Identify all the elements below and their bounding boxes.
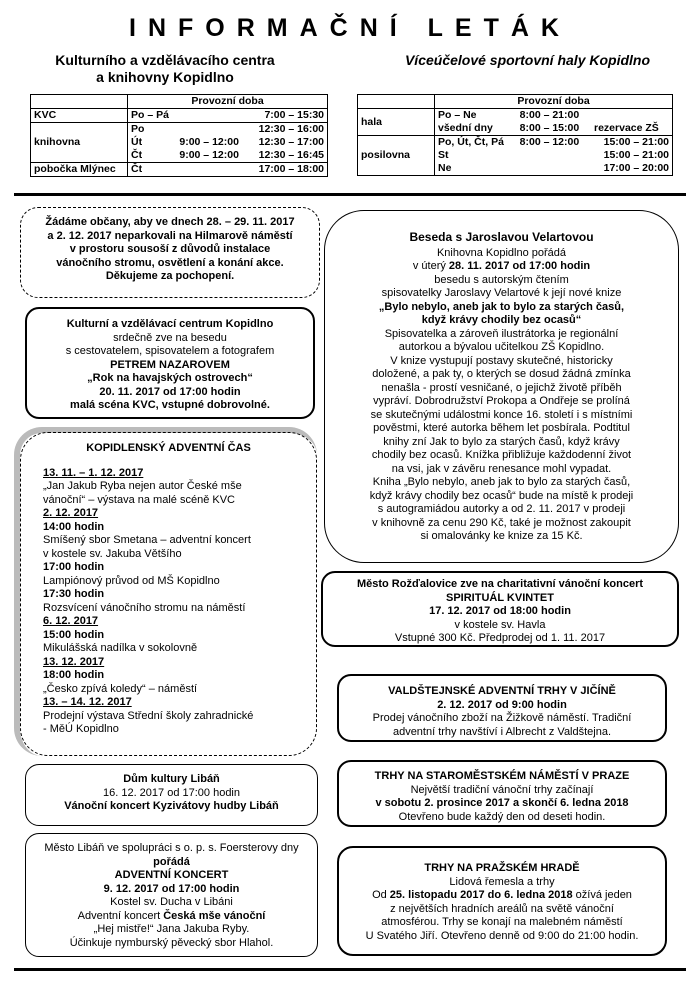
beseda-body-line: doložené, a pak ty, o kterých se dosud žádná zmínka [372,368,631,380]
event-line: atmosférou. Trhy se konají na malebném náměstí [381,916,623,928]
event-line: „Hej mistře!“ Jana Jakuba Ryby. [93,923,250,935]
event-line: U Svatého Jiří. Otevřeno denně od 9:00 do 21:00 hodin. [365,929,639,942]
event-line: ADVENTNÍ KONCERT [114,869,229,881]
event-line: SPIRITUÁL KVINTET [446,591,554,604]
hours-cell: 12:30 – 16:45 [258,149,324,161]
beseda-body-line: se skutečnými událostmi konce 16. století i s místními [370,408,633,421]
valdstejn-box [337,674,667,742]
advent-item: 14:00 hodin [43,520,105,533]
advent-item: 17:30 hodin [43,588,105,600]
advent-title: KOPIDLENSKÝ ADVENTNÍ ČAS [86,442,251,454]
advent-item: 18:00 hodin [43,669,105,681]
beseda-line: besedu s autorským čtením [434,273,569,286]
hours-cell: 12:30 – 17:00 [258,136,324,148]
beseda-body-line: knihy zní Jak to bylo za starých časů, když krávy [383,435,620,448]
event-line: Kostel sv. Ducha v Libáni [110,896,233,908]
event-text: Česká mše vánoční [163,909,266,922]
beseda-body-line: s autogramiádou autorky a od 2. 11. 2017 v prodeji [377,503,626,515]
advent-item: 15:00 hodin [43,628,105,641]
hours-cell: 12:30 – 16:00 [258,123,324,135]
hours-cell: 8:00 – 12:00 [519,136,580,148]
hours-table-left [30,94,328,177]
event-text: Adventní koncert [77,909,164,922]
hours-cell: 17:00 – 18:00 [258,163,324,175]
beseda-body-line: Spisovatelka a zároveň ilustrátorka je regionální [384,327,619,340]
event-line: Vstupné 300 Kč. Předprodej od 1. 11. 2017 [394,632,606,644]
advent-item: 13. 11. – 1. 12. 2017 [43,466,144,479]
event-line: 2. 12. 2017 od 9:00 hodin [437,698,567,711]
hours-cell: Út [128,136,177,149]
beseda-body-line: nenašla - prostí vesničané, o jejichž životě příběh [381,381,622,394]
advent-item: 6. 12. 2017 [43,615,99,627]
advent-item: vánoční“ – výstava na malé scéně KVC [43,493,235,506]
beseda-body-line: autorkou a bývalou učitelkou ZŠ Kopidlno. [398,341,605,353]
advent-item: Smíšený sbor Smetana – adventní koncert [43,534,251,546]
hours-caption: Provozní doba [128,95,328,109]
parking-notice [20,207,320,298]
liban-dk-box [25,764,318,826]
header-left-line1: Kulturního a vzdělávacího centra [55,52,275,68]
event-line: malá scéna KVC, vstupné dobrovolné. [70,399,270,411]
hours-cell [176,109,248,123]
event-line: Město Rožďalovice zve na charitativní vánoční koncert [356,578,644,590]
beseda-body-line: vypráví. Dobrodružství Prokopa a Ondřeje se prolíná [373,395,630,407]
event-line: 17. 12. 2017 od 18:00 hodin [429,605,571,617]
event-line: v kostele sv. Havla [454,618,546,631]
rozdalovice-box [321,571,679,647]
advent-item: Mikulášská nadílka v sokolovně [43,642,198,654]
notice-line: vánočního stromu, osvětlení a konání akce. [56,256,284,269]
hours-cell: Po [128,123,177,137]
event-line: adventní trhy navštíví i Albrecht z Valdštejna. [392,725,612,738]
event-line: Účinkuje nymburský pěvecký sbor Hlahol. [69,936,274,949]
advent-item: 17:00 hodin [43,561,105,573]
hours-cell: 8:00 – 21:00 [519,109,580,121]
event-line: Dům kultury Libáň [123,773,220,785]
beseda-body-line: na vsi, jak v závěru renesance mohl vypadat. [391,462,612,475]
beseda-line: Knihovna Kopidlno pořádá [436,246,567,259]
hours-cell: Po – Ne [435,109,517,123]
page-title: INFORMAČNÍ LETÁK [129,14,571,42]
event-line: s cestovatelem, spisovatelem a fotografem [65,345,275,357]
hours-cell: Po – Pá [128,109,177,123]
event-line: Vánoční koncert Kyzivátovy hudby Libáň [64,800,279,812]
advent-item: v kostele sv. Jakuba Většího [43,547,182,560]
hours-cell: Po, Út, Čt, Pá [435,136,517,150]
hours-cell: Čt [128,149,177,163]
event-line: Největší tradiční vánoční trhy začínají [410,783,594,796]
event-line: 16. 12. 2017 od 17:00 hodin [102,786,240,799]
beseda-text: 28. 11. 2017 od 17:00 hodin [448,260,591,272]
advent-item: Rozsvícení vánočního stromu na náměstí [43,601,246,614]
notice-line: Žádáme občany, aby ve dnech 28. – 29. 11. 2017 [45,216,295,228]
event-line: „Rok na havajských ostrovech“ [87,372,253,384]
hours-cell: 15:00 – 21:00 [603,136,669,148]
beseda-body-line: Kniha „Bylo nebylo, aneb jak to bylo za starých časů, [372,476,631,488]
event-line: Otevřeno bude každý den od deseti hodin. [398,810,606,823]
hours-cell: Čt [128,163,177,177]
notice-line: Děkujeme za pochopení. [105,270,235,282]
kvc-event-box [25,307,315,419]
event-line: Lidová řemesla a trhy [449,875,555,888]
beseda-body-line: si omalovánky ke knize za 15 Kč. [420,530,583,542]
hours-cell: 17:00 – 20:00 [603,162,669,174]
hours-cell: knihovna [34,136,81,148]
event-text: ožívá jeden [572,889,632,901]
advent-item: „Česko zpívá koledy“ – náměstí [43,682,198,695]
hours-cell: 9:00 – 12:00 [179,149,239,161]
event-line: PETREM NAZAROVEM [110,358,230,371]
event-text: Od [372,889,390,901]
advent-item: „Jan Jakub Ryba nejen autor České mše [43,480,242,492]
event-line: Město Libáň ve spolupráci s o. p. s. Foersterovy dny [44,842,299,854]
advent-box [20,432,317,756]
beseda-body-line: když krávy chodily bez ocasů“ bude na místě k prodeji [369,489,634,502]
advent-item: 13. 12. 2017 [43,655,105,668]
hours-cell: 9:00 – 12:00 [179,136,239,148]
advent-item: Lampiónový průvod od MŠ Kopidlno [43,574,220,587]
hours-cell: KVC [34,109,57,121]
beseda-body [325,328,678,544]
event-line: 9. 12. 2017 od 17:00 hodin [103,882,240,895]
event-line: z největších hradních areálů na světě vánoční [390,902,614,915]
beseda-line: když krávy chodily bez ocasů“ [421,314,582,326]
event-line: VALDŠTEJNSKÉ ADVENTNÍ TRHY V JIČÍNĚ [388,685,616,697]
beseda-body-line: chodily bez ocasů. Knížka přibližuje každodenní život [371,449,632,461]
beseda-box [324,210,679,563]
event-line: pořádá [153,855,190,868]
hours-cell: všední dny [435,122,517,136]
beseda-text: v úterý [412,260,449,272]
event-line: srdečně zve na besedu [113,331,227,344]
header-right: Víceúčelové sportovní haly Kopidlno [404,52,651,68]
beseda-body-line: v knihovně za cenu 290 Kč, také je možnost zakoupit [372,516,631,529]
staromestske-box [337,760,667,827]
event-line: TRHY NA PRAŽSKÉM HRADĚ [424,862,580,874]
hours-cell: 8:00 – 15:00 [519,122,580,134]
event-line: 20. 11. 2017 od 17:00 hodin [99,385,241,398]
hours-cell: rezervace ZŠ [594,122,659,134]
hours-cell: 7:00 – 15:30 [264,109,324,121]
divider [14,193,686,196]
beseda-line: „Bylo nebylo, aneb jak to bylo za starých časů, [378,300,625,313]
event-line: Prodej vánočního zboží na Žižkově náměstí. Tradiční [372,712,632,724]
event-line: Kulturní a vzdělávací centrum Kopidlno [66,318,274,330]
divider [14,968,686,971]
hours-cell: hala [361,115,383,128]
event-line: v sobotu 2. prosince 2017 a skončí 6. ledna 2018 [375,797,629,809]
header-left [20,52,310,86]
advent-item: 13. – 14. 12. 2017 [43,696,132,708]
hours-caption: Provozní doba [435,95,673,109]
advent-list [43,467,316,737]
beseda-body-line: V knize vystupují postavy skutečné, historicky [390,354,613,367]
beseda-line: spisovatelky Jaroslavy Velartové k její nové knize [381,287,622,299]
advent-item: Prodejní výstava Střední školy zahradnické [43,709,254,722]
beseda-title: Beseda s Jaroslavou Velartovou [409,230,594,244]
hours-cell: 15:00 – 21:00 [603,149,669,161]
advent-item: - MěÚ Kopidlno [43,723,119,735]
hours-cell: pobočka Mlýnec [34,163,116,175]
header-left-line2: a knihovny Kopidlno [96,69,234,85]
event-text: 25. listopadu 2017 do 6. ledna 2018 [389,889,573,901]
hours-cell: Ne [435,162,517,175]
hours-cell: St [435,149,517,162]
hrad-box [337,846,667,956]
beseda-body-line: pověstmi, které autorka během let posbírala. Podtitul [373,422,630,434]
hours-cell: posilovna [361,149,411,161]
hours-table-right [357,94,673,176]
notice-line: v prostoru sousoší z důvodů instalace [69,243,271,255]
notice-line: a 2. 12. 2017 neparkovali na Hilmarově náměstí [47,229,293,242]
advent-item: 2. 12. 2017 [43,507,99,519]
event-line: TRHY NA STAROMĚSTSKÉM NÁMĚSTÍ V PRAZE [374,770,630,782]
liban-koncert-box [25,833,318,957]
